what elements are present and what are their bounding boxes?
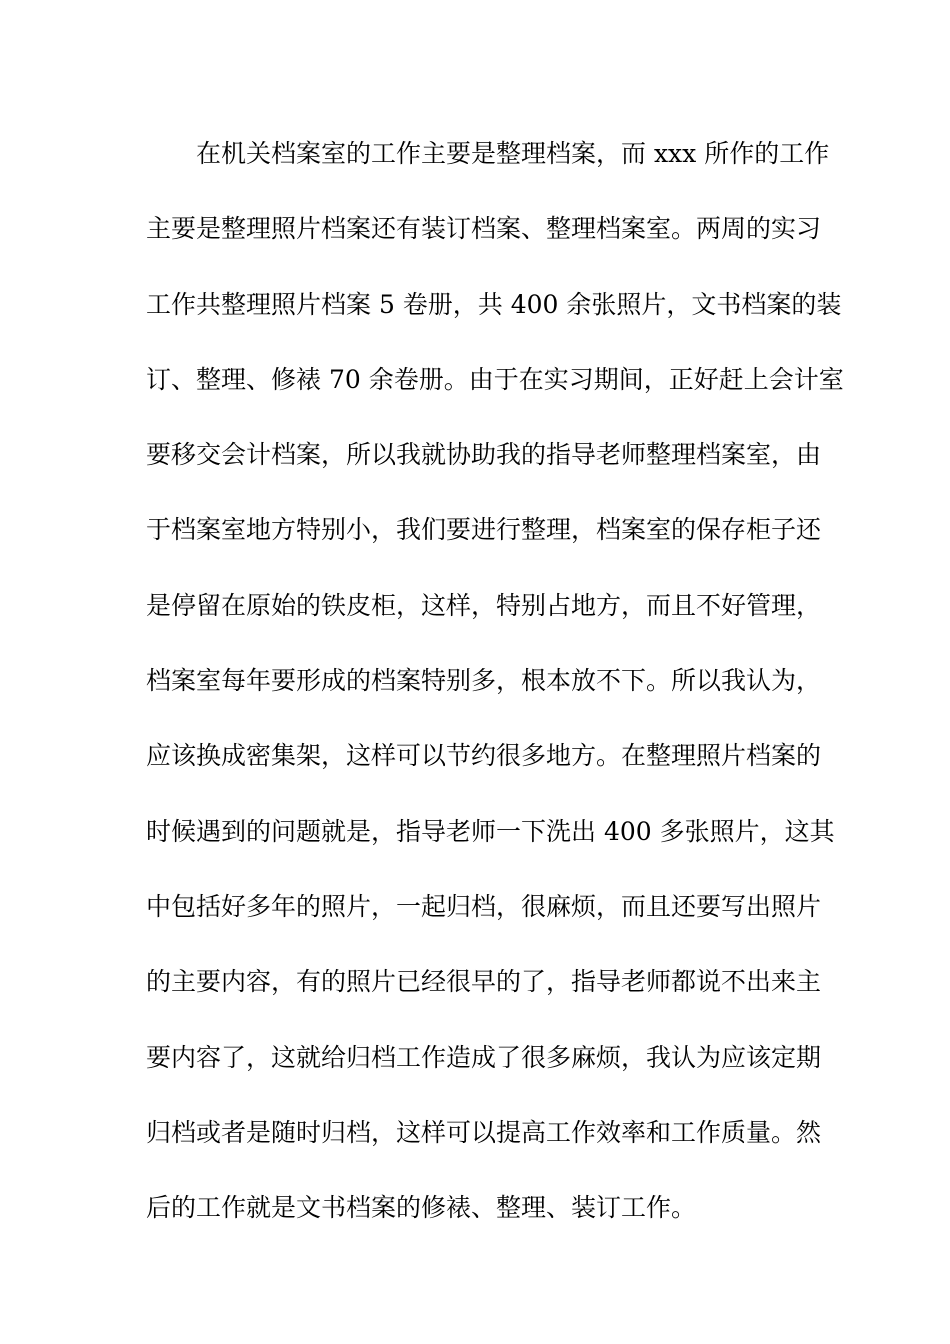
paragraph-line: 后的工作就是文书档案的修裱、整理、装订工作。 — [146, 1193, 697, 1223]
paragraph-line: 于档案室地方特别小，我们要进行整理，档案室的保存柜子还 — [146, 515, 822, 545]
body-paragraph — [146, 132, 844, 1261]
paragraph-line: 应该换成密集架，这样可以节约很多地方。在整理照片档案的 — [146, 741, 822, 771]
paragraph-line: 要移交会计档案，所以我就协助我的指导老师整理档案室，由 — [146, 440, 822, 470]
paragraph-line: 工作共整理照片档案 5 卷册，共 400 余张照片，文书档案的装 — [146, 289, 842, 319]
paragraph-line: 的主要内容，有的照片已经很早的了，指导老师都说不出来主 — [146, 967, 822, 997]
paragraph-line: 在机关档案室的工作主要是整理档案，而 xxx 所作的工作 — [196, 139, 830, 168]
paragraph-line: 归档或者是随时归档，这样可以提高工作效率和工作质量。然 — [146, 1117, 822, 1147]
paragraph-line: 档案室每年要形成的档案特别多，根本放不下。所以我认为， — [146, 666, 822, 696]
paragraph-line: 中包括好多年的照片，一起归档，很麻烦，而且还要写出照片 — [146, 891, 822, 921]
paragraph-line: 主要是整理照片档案还有装订档案、整理档案室。两周的实习 — [146, 214, 822, 244]
paragraph-line: 时候遇到的问题就是，指导老师一下洗出 400 多张照片，这其 — [146, 816, 835, 846]
paragraph-line: 是停留在原始的铁皮柜，这样，特别占地方，而且不好管理， — [146, 590, 822, 620]
paragraph-line: 要内容了，这就给归档工作造成了很多麻烦，我认为应该定期 — [146, 1042, 822, 1072]
paragraph-line: 订、整理、修裱 70 余卷册。由于在实习期间，正好赶上会计室 — [146, 364, 844, 394]
